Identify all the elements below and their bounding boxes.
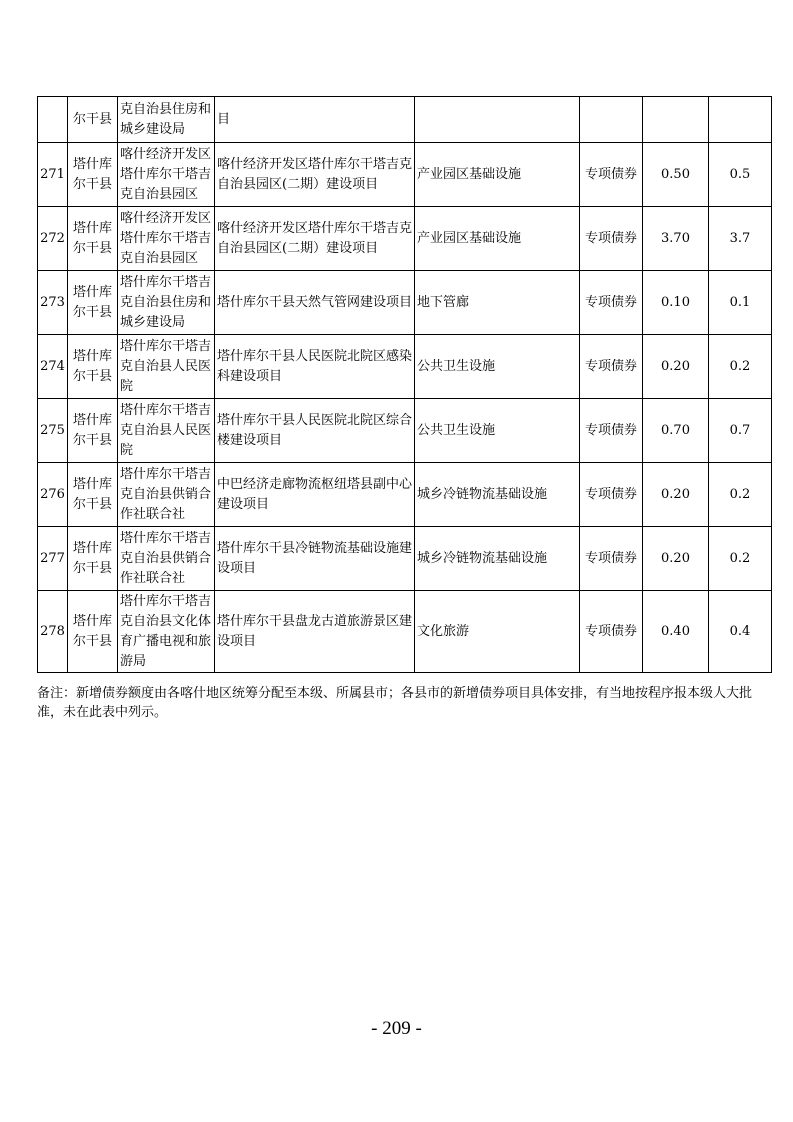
project-name-cell: 塔什库尔干县人民医院北院区感染科建设项目 (215, 335, 415, 399)
table-row (38, 97, 772, 143)
project-name-cell: 中巴经济走廊物流枢纽塔县副中心建设项目 (215, 463, 415, 527)
bond-type-cell: 专项债券 (580, 527, 643, 591)
table-row (38, 463, 772, 527)
footnote: 备注：新增债券额度由各喀什地区统筹分配至本级、所属县市；各县市的新增债券项目具体安排，有当地按程序报本级人大批准，未在此表中列示。 (37, 686, 753, 720)
amount-total-cell: 3.7 (709, 207, 772, 271)
amount-cell: 0.20 (643, 527, 709, 591)
row-number: 275 (38, 399, 68, 463)
category-cell: 文化旅游 (415, 591, 580, 673)
county-cell: 尔干县 (68, 97, 118, 143)
unit-cell: 喀什经济开发区塔什库尔干塔吉克自治县园区 (118, 207, 215, 271)
category-cell: 产业园区基础设施 (415, 143, 580, 207)
amount-total-cell: 0.2 (709, 335, 772, 399)
county-cell: 塔什库尔干县 (68, 527, 118, 591)
category-cell: 地下管廊 (415, 271, 580, 335)
amount-total-cell: 0.4 (709, 591, 772, 673)
amount-total-cell: 0.5 (709, 143, 772, 207)
bond-type-cell: 专项债券 (580, 591, 643, 673)
table-row (38, 143, 772, 207)
page-number: - 209 - (371, 1018, 422, 1039)
county-cell: 塔什库尔干县 (68, 463, 118, 527)
row-number: 276 (38, 463, 68, 527)
bond-type-cell: 专项债券 (580, 271, 643, 335)
category-cell (415, 97, 580, 143)
county-cell: 塔什库尔干县 (68, 399, 118, 463)
project-name-cell: 塔什库尔干县人民医院北院区综合楼建设项目 (215, 399, 415, 463)
bond-project-table (37, 96, 772, 673)
unit-cell: 塔什库尔干塔吉克自治县供销合作社联合社 (118, 527, 215, 591)
row-number: 273 (38, 271, 68, 335)
project-name-cell: 喀什经济开发区塔什库尔干塔吉克自治县园区(二期）建设项目 (215, 207, 415, 271)
amount-total-cell: 0.2 (709, 527, 772, 591)
unit-cell: 塔什库尔干塔吉克自治县供销合作社联合社 (118, 463, 215, 527)
unit-cell: 塔什库尔干塔吉克自治县人民医院 (118, 335, 215, 399)
category-cell: 公共卫生设施 (415, 399, 580, 463)
category-cell: 城乡冷链物流基础设施 (415, 527, 580, 591)
amount-cell: 0.40 (643, 591, 709, 673)
unit-cell: 塔什库尔干塔吉克自治县人民医院 (118, 399, 215, 463)
amount-cell: 0.70 (643, 399, 709, 463)
project-name-cell: 塔什库尔干县天然气管网建设项目 (215, 271, 415, 335)
county-cell: 塔什库尔干县 (68, 591, 118, 673)
bond-type-cell: 专项债券 (580, 463, 643, 527)
table-body (38, 97, 772, 673)
amount-total-cell: 0.2 (709, 463, 772, 527)
project-name-cell: 喀什经济开发区塔什库尔干塔吉克自治县园区(二期）建设项目 (215, 143, 415, 207)
table-row (38, 207, 772, 271)
table-row (38, 591, 772, 673)
amount-cell: 0.20 (643, 335, 709, 399)
row-number: 274 (38, 335, 68, 399)
amount-total-cell: 0.7 (709, 399, 772, 463)
county-cell: 塔什库尔干县 (68, 271, 118, 335)
row-number: 278 (38, 591, 68, 673)
bond-type-cell: 专项债券 (580, 143, 643, 207)
amount-cell: 0.20 (643, 463, 709, 527)
county-cell: 塔什库尔干县 (68, 207, 118, 271)
amount-cell: 3.70 (643, 207, 709, 271)
bond-type-cell: 专项债券 (580, 399, 643, 463)
amount-total-cell (709, 97, 772, 143)
bond-type-cell: 专项债券 (580, 335, 643, 399)
category-cell: 城乡冷链物流基础设施 (415, 463, 580, 527)
county-cell: 塔什库尔干县 (68, 143, 118, 207)
amount-cell: 0.50 (643, 143, 709, 207)
row-number: 272 (38, 207, 68, 271)
amount-total-cell: 0.1 (709, 271, 772, 335)
unit-cell: 塔什库尔干塔吉克自治县文化体育广播电视和旅游局 (118, 591, 215, 673)
unit-cell: 克自治县住房和城乡建设局 (118, 97, 215, 143)
row-number (38, 97, 68, 143)
table-row (38, 271, 772, 335)
project-name-cell: 塔什库尔干县冷链物流基础设施建设项目 (215, 527, 415, 591)
category-cell: 产业园区基础设施 (415, 207, 580, 271)
table-row (38, 335, 772, 399)
project-name-cell: 目 (215, 97, 415, 143)
row-number: 271 (38, 143, 68, 207)
amount-cell (643, 97, 709, 143)
unit-cell: 喀什经济开发区塔什库尔干塔吉克自治县园区 (118, 143, 215, 207)
category-cell: 公共卫生设施 (415, 335, 580, 399)
bond-type-cell: 专项债券 (580, 207, 643, 271)
project-name-cell: 塔什库尔干县盘龙古道旅游景区建设项目 (215, 591, 415, 673)
amount-cell: 0.10 (643, 271, 709, 335)
table-row (38, 527, 772, 591)
table-row (38, 399, 772, 463)
county-cell: 塔什库尔干县 (68, 335, 118, 399)
bond-type-cell (580, 97, 643, 143)
unit-cell: 塔什库尔干塔吉克自治县住房和城乡建设局 (118, 271, 215, 335)
row-number: 277 (38, 527, 68, 591)
